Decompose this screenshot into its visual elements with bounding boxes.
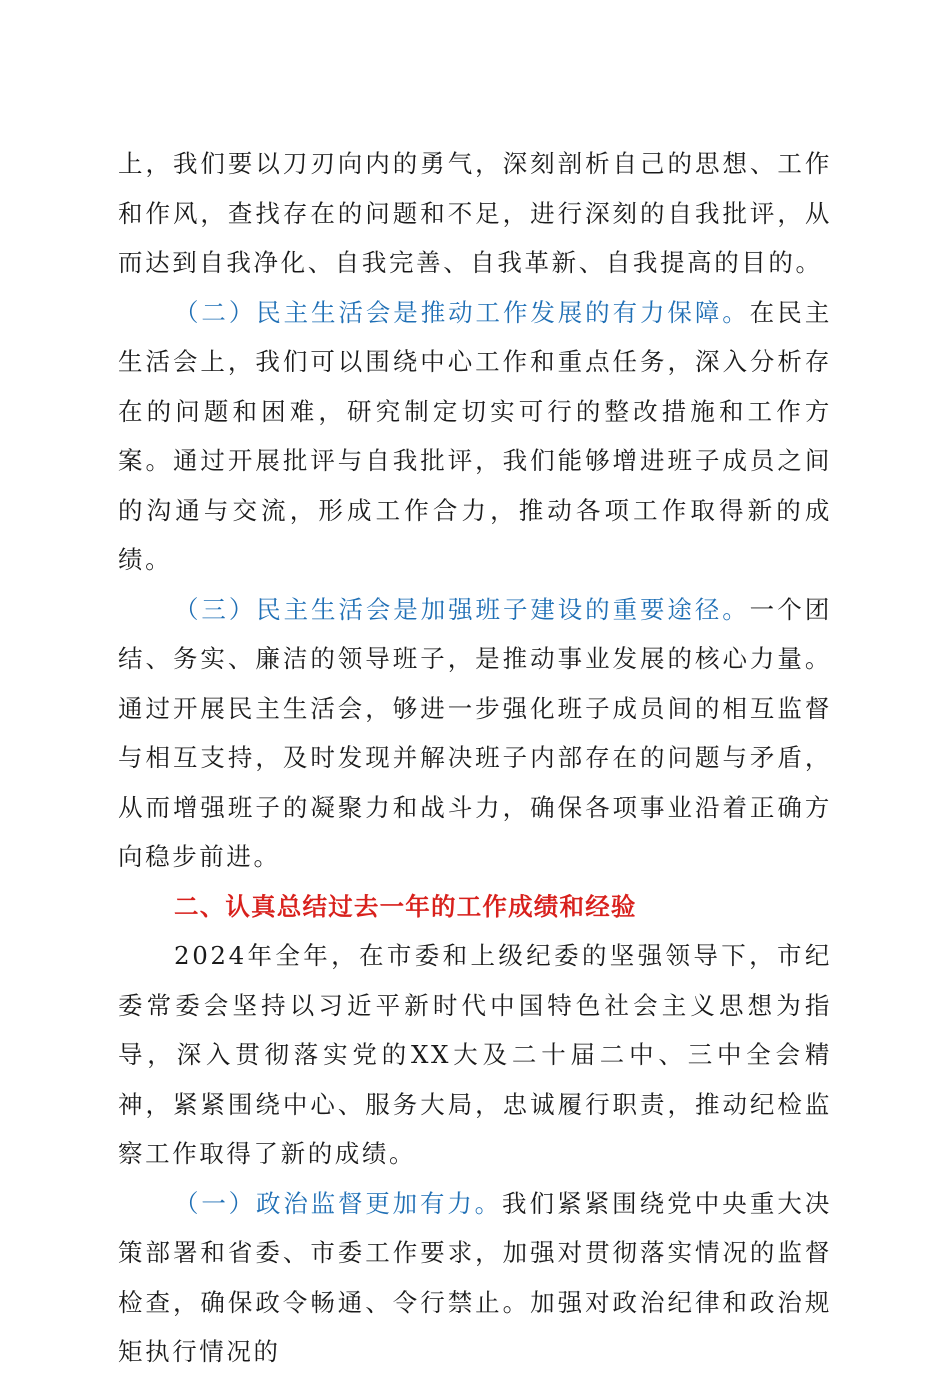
sub-s2-1-body: 我们紧紧围绕党中央重大决策部署和省委、市委工作要求，加强对贯彻落实情况的监督检查，确保政令畅通、令行禁止。加强对政治纪律和政治规矩执行情况的 [118, 1188, 832, 1366]
sub-3-body: 一个团结、务实、廉洁的领导班子，是推动事业发展的核心力量。通过开展民主生活会，够进一步强化班子成员间的相互监督与相互支持，及时发现并解决班子内部存在的问题与矛盾，从而增强班子的凝聚力和战斗力，确保各项事业沿着正确方向稳步前进。 [118, 594, 832, 871]
paragraph-sub-s2-1 [118, 1179, 832, 1377]
sub-2-body: 在民主生活会上，我们可以围绕中心工作和重点任务，深入分析存在的问题和困难，研究制定切实可行的整改措施和工作方案。通过开展批评与自我批评，我们能够增进班子成员之间的沟通与交流，形成工作合力，推动各项工作取得新的成绩。 [118, 297, 832, 574]
sub-heading-s2-1: （一）政治监督更加有力。 [174, 1188, 503, 1218]
document-body [118, 139, 832, 1377]
paragraph-sub-3 [118, 585, 832, 882]
paragraph-sub-2 [118, 288, 832, 585]
section-heading-2: 二、认真总结过去一年的工作成绩和经验 [174, 891, 637, 921]
sub-heading-3: （三）民主生活会是加强班子建设的重要途径。 [174, 594, 750, 624]
paragraph-section-2-intro: 2024年全年，在市委和上级纪委的坚强领导下，市纪委常委会坚持以习近平新时代中国特色社会主义思想为指导，深入贯彻落实党的XX大及二十届二中、三中全会精神，紧紧围绕中心、服务大局，忠诚履行职责，推动纪检监察工作取得了新的成绩。 [118, 941, 832, 1168]
paragraph-continuation: 上，我们要以刀刃向内的勇气，深刻剖析自己的思想、工作和作风，查找存在的问题和不足，进行深刻的自我批评，从而达到自我净化、自我完善、自我革新、自我提高的目的。 [118, 149, 832, 277]
sub-heading-2: （二）民主生活会是推动工作发展的有力保障。 [174, 297, 750, 327]
